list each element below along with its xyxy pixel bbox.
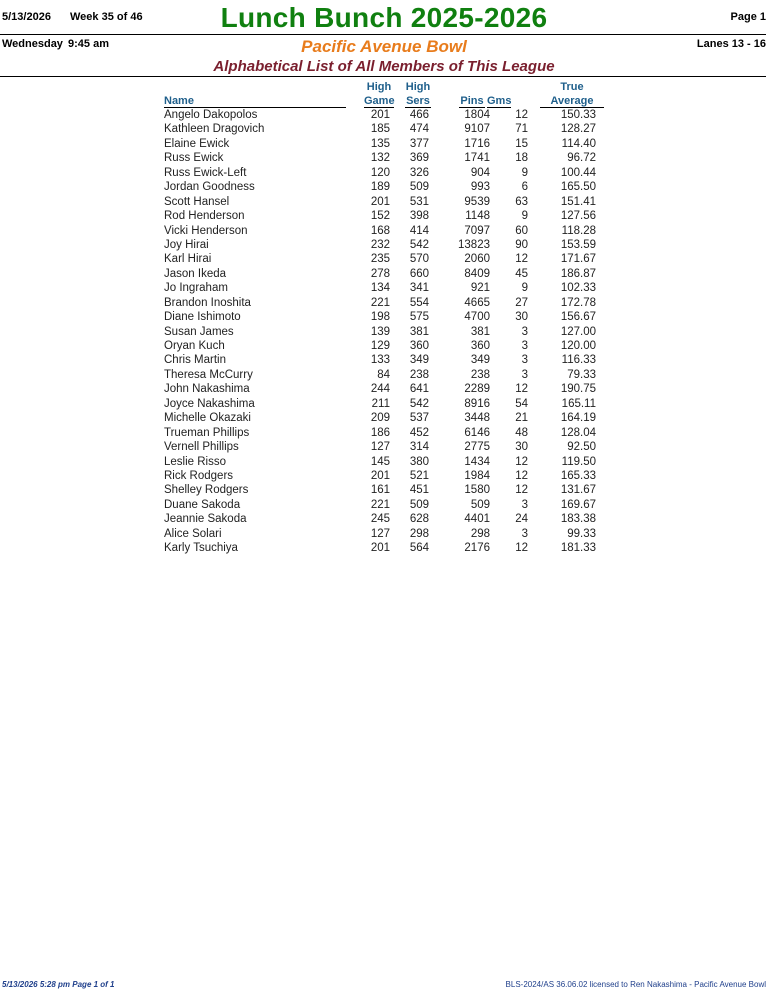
table-row (0, 484, 768, 498)
member-high-game: 278 (370, 267, 390, 280)
member-high-game: 134 (370, 282, 390, 295)
table-row (0, 398, 768, 412)
start-time: 9:45 am (68, 38, 109, 50)
member-games: 27 (515, 296, 528, 309)
member-high-game: 201 (370, 195, 390, 208)
table-row (0, 412, 768, 426)
member-true-average: 151.41 (560, 195, 596, 208)
member-high-series: 537 (409, 412, 429, 425)
member-high-game: 186 (370, 426, 390, 439)
member-pins: 7097 (464, 224, 490, 237)
member-high-series: 452 (409, 426, 429, 439)
member-high-series: 377 (409, 137, 429, 150)
member-games: 12 (515, 469, 528, 482)
member-pins: 921 (470, 282, 490, 295)
member-high-series: 381 (409, 325, 429, 338)
member-true-average: 186.87 (560, 267, 596, 280)
member-high-game: 133 (370, 354, 390, 367)
week-indicator: Week 35 of 46 (70, 11, 143, 23)
member-name: Michelle Okazaki (164, 412, 251, 425)
col-header-high-game: Game (364, 95, 395, 107)
table-row (0, 109, 768, 123)
footer-license: BLS-2024/AS 36.06.02 licensed to Ren Nakashima - Pacific Avenue Bowl (505, 980, 766, 989)
member-pins: 6146 (464, 426, 490, 439)
member-high-game: 145 (370, 455, 390, 468)
table-row (0, 369, 768, 383)
table-row (0, 297, 768, 311)
member-high-game: 201 (370, 542, 390, 555)
member-high-series: 360 (409, 340, 429, 352)
footer-timestamp: 5/13/2026 5:28 pm Page 1 of 1 (2, 980, 115, 989)
member-high-game: 244 (370, 383, 390, 396)
member-high-series: 238 (409, 368, 429, 381)
table-row (0, 427, 768, 441)
member-pins: 1434 (464, 455, 490, 468)
member-pins: 8409 (464, 267, 490, 280)
member-true-average: 128.27 (560, 123, 596, 136)
member-true-average: 119.50 (561, 455, 596, 468)
member-pins: 9107 (464, 123, 490, 136)
member-high-game: 84 (377, 368, 390, 381)
member-high-game: 201 (370, 109, 390, 121)
member-high-game: 161 (370, 484, 390, 497)
member-true-average: 127.00 (560, 325, 596, 338)
member-name: Alice Solari (164, 527, 222, 540)
member-high-game: 198 (370, 311, 390, 324)
member-name: Jordan Goodness (164, 181, 255, 194)
member-high-series: 660 (409, 267, 429, 280)
member-name: Trueman Phillips (164, 426, 250, 439)
member-high-series: 380 (409, 455, 429, 468)
member-games: 12 (515, 253, 528, 266)
table-row (0, 326, 768, 340)
table-row (0, 513, 768, 527)
member-true-average: 116.33 (561, 354, 596, 367)
member-games: 3 (521, 368, 528, 381)
table-row (0, 542, 768, 556)
member-pins: 2176 (464, 542, 490, 555)
member-true-average: 79.33 (567, 368, 596, 381)
member-games: 3 (521, 527, 528, 540)
member-pins: 1716 (464, 137, 490, 150)
member-true-average: 114.40 (561, 137, 596, 150)
member-true-average: 131.67 (560, 484, 596, 497)
table-row (0, 196, 768, 210)
table-row (0, 152, 768, 166)
member-high-series: 326 (409, 166, 429, 179)
member-high-game: 139 (370, 325, 390, 338)
member-name: Oryan Kuch (164, 340, 225, 352)
member-high-game: 221 (370, 296, 390, 309)
member-games: 12 (515, 484, 528, 497)
col-header-pins: Pins (460, 95, 484, 107)
table-row (0, 499, 768, 513)
member-games: 21 (515, 412, 528, 425)
member-pins: 509 (470, 498, 490, 511)
member-name: John Nakashima (164, 383, 250, 396)
member-pins: 904 (470, 166, 490, 179)
table-row (0, 181, 768, 195)
member-pins: 2060 (464, 253, 490, 266)
table-row (0, 123, 768, 137)
member-name: Chris Martin (164, 354, 226, 367)
member-name: Rod Henderson (164, 210, 245, 223)
member-name: Angelo Dakopolos (164, 109, 258, 121)
member-true-average: 156.67 (560, 311, 596, 324)
member-games: 3 (521, 498, 528, 511)
member-pins: 8916 (464, 397, 490, 410)
member-high-game: 135 (370, 137, 390, 150)
member-games: 9 (521, 210, 528, 223)
member-high-series: 474 (409, 123, 429, 136)
member-true-average: 164.19 (560, 412, 596, 425)
member-high-series: 542 (409, 238, 429, 251)
member-name: Karly Tsuchiya (164, 542, 238, 555)
member-true-average: 150.33 (560, 109, 596, 121)
member-true-average: 165.33 (560, 469, 596, 482)
col-header-high-game-top: High (366, 81, 392, 93)
member-name: Shelley Rodgers (164, 484, 249, 497)
member-high-game: 120 (370, 166, 390, 179)
member-pins: 1804 (464, 109, 490, 121)
member-true-average: 120.00 (560, 340, 596, 352)
header-divider (0, 34, 766, 35)
member-name: Jo Ingraham (164, 282, 228, 295)
member-high-game: 201 (370, 469, 390, 482)
member-true-average: 128.04 (560, 426, 596, 439)
member-name: Duane Sakoda (164, 498, 241, 511)
member-high-series: 451 (409, 484, 429, 497)
member-true-average: 183.38 (560, 513, 596, 526)
member-high-game: 129 (370, 340, 390, 352)
weekday: Wednesday (2, 38, 63, 50)
member-name: Joyce Nakashima (164, 397, 255, 410)
member-true-average: 169.67 (560, 498, 596, 511)
col-header-gms: Gms (487, 95, 512, 107)
table-row (0, 167, 768, 181)
member-games: 48 (515, 426, 528, 439)
member-high-game: 221 (370, 498, 390, 511)
member-true-average: 99.33 (567, 527, 596, 540)
member-games: 63 (515, 195, 528, 208)
member-high-game: 189 (370, 181, 390, 194)
member-true-average: 100.44 (560, 166, 596, 179)
report-date: 5/13/2026 (2, 11, 51, 23)
member-high-series: 575 (409, 311, 429, 324)
member-name: Brandon Inoshita (164, 296, 251, 309)
report-subtitle: Alphabetical List of All Members of This League (213, 58, 555, 75)
member-name: Diane Ishimoto (164, 311, 241, 324)
member-high-game: 132 (370, 152, 390, 165)
member-games: 30 (515, 311, 528, 324)
member-high-series: 509 (409, 498, 429, 511)
member-name: Susan James (164, 325, 234, 338)
member-pins: 360 (470, 340, 490, 352)
member-games: 6 (521, 181, 528, 194)
member-pins: 4700 (464, 311, 490, 324)
member-high-game: 235 (370, 253, 390, 266)
member-games: 9 (521, 282, 528, 295)
member-high-game: 127 (370, 441, 390, 454)
member-pins: 4665 (464, 296, 490, 309)
member-games: 3 (521, 340, 528, 352)
member-name: Leslie Risso (164, 455, 226, 468)
member-pins: 9539 (464, 195, 490, 208)
member-pins: 349 (470, 354, 490, 367)
member-games: 12 (515, 455, 528, 468)
member-games: 18 (515, 152, 528, 165)
member-name: Scott Hansel (164, 195, 230, 208)
member-pins: 1148 (465, 210, 490, 223)
table-row (0, 354, 768, 368)
table-row (0, 138, 768, 152)
col-header-high-sers-top: High (405, 81, 431, 93)
member-games: 45 (515, 267, 528, 280)
member-pins: 2775 (464, 441, 490, 454)
member-true-average: 153.59 (560, 238, 596, 251)
member-name: Russ Ewick (164, 152, 224, 165)
member-true-average: 172.78 (560, 296, 596, 309)
member-high-game: 185 (370, 123, 390, 136)
table-row (0, 528, 768, 542)
member-name: Karl Hirai (164, 253, 212, 266)
member-games: 30 (515, 441, 528, 454)
member-high-series: 341 (409, 282, 429, 295)
member-true-average: 127.56 (560, 210, 596, 223)
member-pins: 2289 (464, 383, 490, 396)
member-pins: 238 (470, 368, 490, 381)
member-pins: 993 (470, 181, 490, 194)
member-pins: 1984 (464, 469, 490, 482)
member-high-series: 554 (409, 296, 429, 309)
col-header-true-avg: Average (540, 95, 604, 108)
member-name: Kathleen Dragovich (164, 123, 265, 136)
table-row (0, 340, 768, 354)
member-high-series: 531 (409, 195, 429, 208)
member-games: 15 (515, 137, 528, 150)
member-true-average: 165.11 (561, 397, 596, 410)
member-high-game: 209 (370, 412, 390, 425)
table-row (0, 282, 768, 296)
bowling-center: Pacific Avenue Bowl (301, 37, 467, 56)
member-true-average: 102.33 (560, 282, 596, 295)
page-number: Page 1 (730, 11, 766, 23)
member-games: 54 (515, 397, 528, 410)
table-row (0, 311, 768, 325)
member-high-series: 570 (409, 253, 429, 266)
lanes: Lanes 13 - 16 (696, 38, 766, 50)
col-header-high-sers: Sers (406, 95, 430, 107)
member-pins: 298 (470, 527, 490, 540)
member-high-game: 152 (370, 210, 390, 223)
member-high-series: 314 (409, 441, 429, 454)
member-games: 24 (515, 513, 528, 526)
member-pins: 4401 (464, 513, 490, 526)
subtitle-divider (0, 76, 766, 77)
column-headers (0, 80, 768, 109)
member-high-series: 466 (409, 109, 429, 121)
member-name: Russ Ewick-Left (164, 166, 247, 179)
member-games: 60 (515, 224, 528, 237)
member-games: 12 (515, 109, 528, 121)
members-table (0, 109, 768, 557)
member-true-average: 92.50 (567, 441, 596, 454)
table-row (0, 210, 768, 224)
table-row (0, 239, 768, 253)
member-true-average: 165.50 (560, 181, 596, 194)
member-pins: 13823 (458, 238, 490, 251)
member-high-series: 369 (409, 152, 429, 165)
member-high-game: 211 (371, 397, 390, 410)
member-name: Jason Ikeda (164, 267, 227, 280)
col-header-true-avg-top: True (560, 81, 584, 93)
member-high-series: 564 (409, 542, 429, 555)
member-high-series: 349 (409, 354, 429, 367)
member-true-average: 96.72 (567, 152, 596, 165)
col-header-name: Name (164, 95, 346, 108)
member-high-series: 398 (409, 210, 429, 223)
table-row (0, 456, 768, 470)
member-name: Elaine Ewick (164, 137, 230, 150)
member-high-series: 298 (409, 527, 429, 540)
member-games: 9 (521, 166, 528, 179)
member-high-series: 521 (409, 469, 429, 482)
member-pins: 3448 (464, 412, 490, 425)
member-high-series: 414 (409, 224, 429, 237)
member-pins: 1580 (464, 484, 490, 497)
member-games: 3 (521, 354, 528, 367)
member-games: 71 (515, 123, 528, 136)
member-name: Theresa McCurry (164, 368, 253, 381)
table-row (0, 441, 768, 455)
member-name: Vicki Henderson (164, 224, 248, 237)
table-row (0, 268, 768, 282)
member-high-series: 628 (409, 513, 429, 526)
member-high-game: 245 (370, 513, 390, 526)
member-high-game: 127 (370, 527, 390, 540)
member-high-game: 232 (370, 238, 390, 251)
member-pins: 1741 (464, 152, 490, 165)
member-high-series: 509 (409, 181, 429, 194)
table-row (0, 383, 768, 397)
member-games: 3 (521, 325, 528, 338)
member-pins: 381 (470, 325, 490, 338)
member-true-average: 118.28 (561, 224, 596, 237)
member-name: Joy Hirai (164, 238, 209, 251)
member-true-average: 190.75 (560, 383, 596, 396)
member-high-series: 641 (409, 383, 429, 396)
member-games: 12 (515, 383, 528, 396)
member-name: Jeannie Sakoda (164, 513, 247, 526)
member-name: Vernell Phillips (164, 441, 239, 454)
member-name: Rick Rodgers (164, 469, 234, 482)
member-games: 12 (515, 542, 528, 555)
table-row (0, 225, 768, 239)
member-games: 90 (515, 238, 528, 251)
table-row (0, 253, 768, 267)
league-title: Lunch Bunch 2025-2026 (220, 2, 548, 33)
member-high-series: 542 (409, 397, 429, 410)
member-true-average: 171.67 (560, 253, 596, 266)
member-high-game: 168 (370, 224, 390, 237)
member-true-average: 181.33 (560, 542, 596, 555)
table-row (0, 470, 768, 484)
